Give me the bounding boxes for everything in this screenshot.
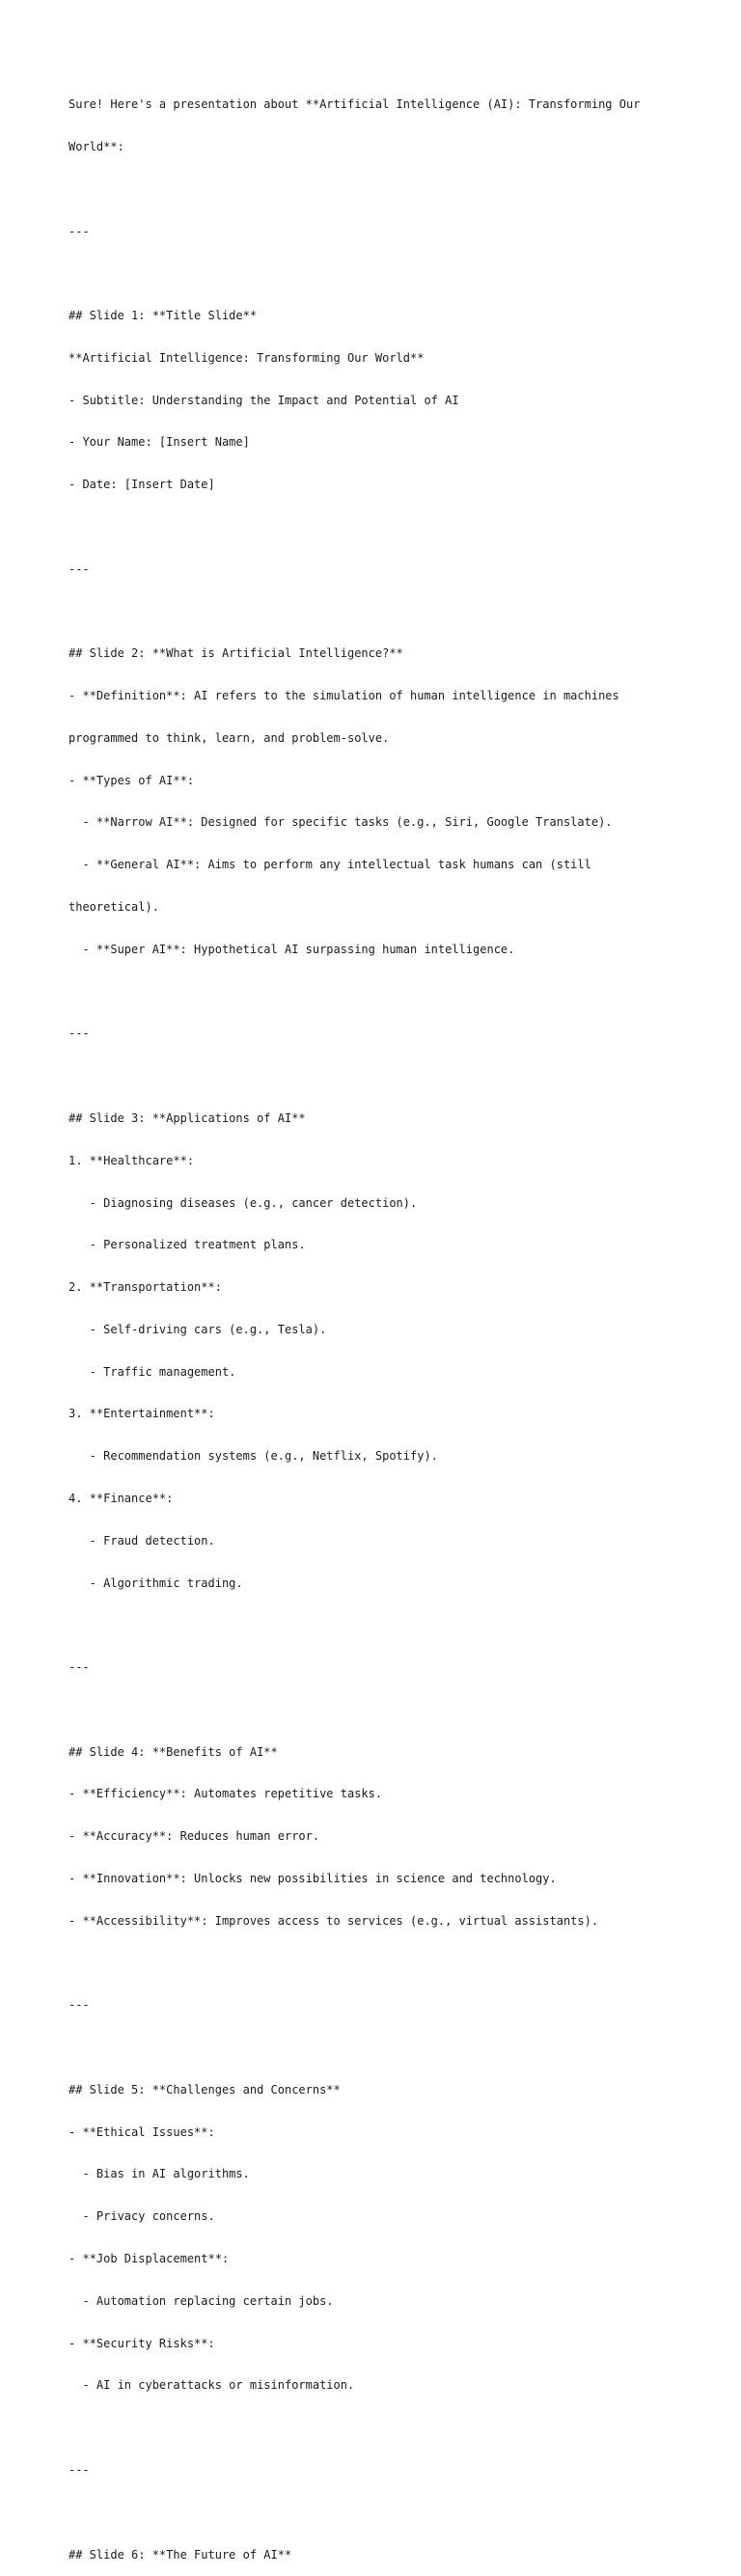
list-item: - Fraud detection. bbox=[69, 1533, 215, 1548]
list-item: - Personalized treatment plans. bbox=[69, 1238, 306, 1252]
list-item: 4. **Finance**: bbox=[69, 1491, 174, 1505]
slide-heading: ## Slide 6: **The Future of AI** bbox=[69, 2547, 292, 2562]
list-item: 2. **Transportation**: bbox=[69, 1280, 222, 1295]
list-item: - **Efficiency**: Automates repetitive tasks. bbox=[69, 1787, 383, 1801]
list-item: - Algorithmic trading. bbox=[69, 1576, 243, 1590]
list-item: - Date: [Insert Date] bbox=[69, 478, 215, 492]
blank-line bbox=[69, 985, 686, 1000]
list-item: 1. **Healthcare**: bbox=[69, 1153, 195, 1167]
list-item: - **Definition**: AI refers to the simulation of human intelligence in machines bbox=[69, 689, 619, 703]
blank-line bbox=[69, 182, 686, 197]
slide-heading: ## Slide 5: **Challenges and Concerns** bbox=[69, 2082, 341, 2096]
list-item: - **Job Displacement**: bbox=[69, 2252, 230, 2266]
blank-line bbox=[69, 2506, 686, 2520]
blank-line bbox=[69, 1703, 686, 1717]
list-item: - **Types of AI**: bbox=[69, 773, 195, 787]
blank-line bbox=[69, 2421, 686, 2435]
list-item: - Privacy concerns. bbox=[69, 2209, 215, 2224]
list-item: 3. **Entertainment**: bbox=[69, 1407, 215, 1421]
list-item: - **Super AI**: Hypothetical AI surpassing human intelligence. bbox=[69, 942, 515, 956]
text-line: **Artificial Intelligence: Transforming Our World** bbox=[69, 350, 425, 365]
slide-heading: ## Slide 1: **Title Slide** bbox=[69, 309, 258, 323]
document-text bbox=[69, 69, 686, 2576]
list-item: - Self-driving cars (e.g., Tesla). bbox=[69, 1322, 327, 1336]
list-item: - **Ethical Issues**: bbox=[69, 2124, 215, 2139]
blank-line bbox=[69, 266, 686, 281]
blank-line bbox=[69, 520, 686, 534]
list-item: - **General AI**: Aims to perform any intellectual task humans can (still bbox=[69, 858, 591, 872]
blank-line bbox=[69, 1957, 686, 1971]
list-item: - Subtitle: Understanding the Impact and Potential of AI bbox=[69, 393, 459, 407]
list-item: - Bias in AI algorithms. bbox=[69, 2167, 250, 2181]
list-item: - **Narrow AI**: Designed for specific tasks (e.g., Siri, Google Translate). bbox=[69, 815, 613, 830]
blank-line bbox=[69, 605, 686, 619]
list-item: - Your Name: [Insert Name] bbox=[69, 435, 250, 450]
separator: --- bbox=[69, 562, 90, 576]
blank-line bbox=[69, 2041, 686, 2055]
text-line: theoretical). bbox=[69, 900, 159, 915]
blank-line bbox=[69, 1069, 686, 1083]
list-item: - AI in cyberattacks or misinformation. bbox=[69, 2378, 355, 2393]
slide-heading: ## Slide 4: **Benefits of AI** bbox=[69, 1744, 278, 1759]
text-line: World**: bbox=[69, 139, 124, 153]
slide-heading: ## Slide 2: **What is Artificial Intelligence?** bbox=[69, 646, 403, 661]
list-item: - Diagnosing diseases (e.g., cancer detection). bbox=[69, 1195, 418, 1210]
separator: --- bbox=[69, 1998, 90, 2013]
list-item: - **Accessibility**: Improves access to services (e.g., virtual assistants). bbox=[69, 1913, 599, 1928]
separator: --- bbox=[69, 224, 90, 238]
separator: --- bbox=[69, 1027, 90, 1041]
text-line: Sure! Here's a presentation about **Artificial Intelligence (AI): Transforming Our bbox=[69, 97, 641, 112]
blank-line bbox=[69, 1618, 686, 1632]
list-item: - **Innovation**: Unlocks new possibilities in science and technology. bbox=[69, 1872, 557, 1885]
text-line: programmed to think, learn, and problem-solve. bbox=[69, 730, 390, 745]
list-item: - Automation replacing certain jobs. bbox=[69, 2293, 334, 2308]
list-item: - **Security Risks**: bbox=[69, 2336, 215, 2350]
list-item: - Traffic management. bbox=[69, 1364, 236, 1379]
list-item: - Recommendation systems (e.g., Netflix, Spotify). bbox=[69, 1449, 438, 1464]
separator: --- bbox=[69, 1660, 90, 1675]
slide-heading: ## Slide 3: **Applications of AI** bbox=[69, 1110, 306, 1125]
separator: --- bbox=[69, 2462, 90, 2477]
list-item: - **Accuracy**: Reduces human error. bbox=[69, 1829, 320, 1844]
